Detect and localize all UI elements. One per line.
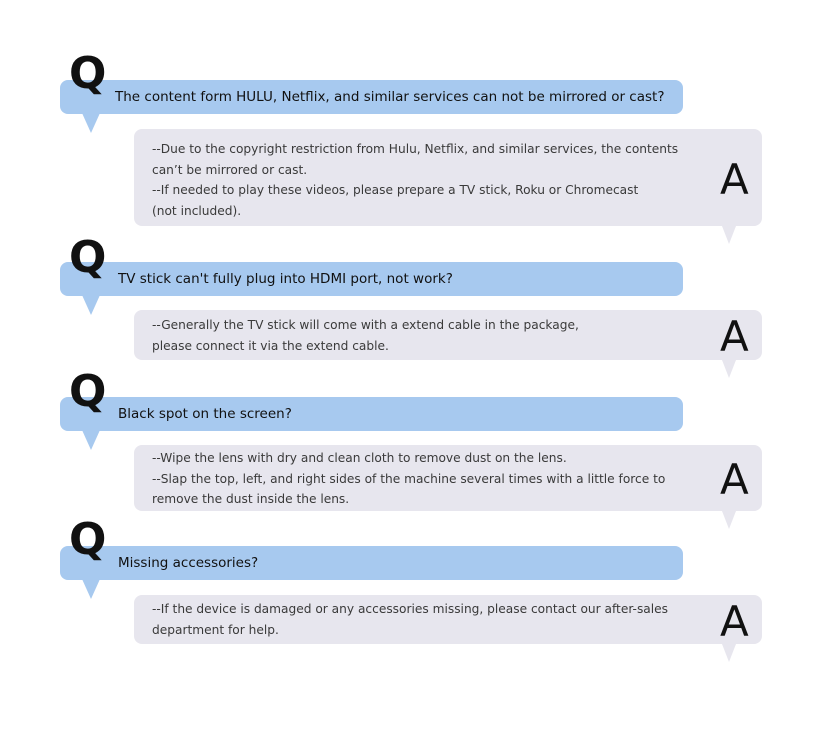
answer-line: --Slap the top, left, and right sides of the machine several times with a little force to [152, 471, 666, 486]
question-text: Missing accessories? [118, 555, 259, 571]
question-marker: Q [69, 514, 107, 565]
question-marker: Q [69, 48, 107, 99]
answer-text [152, 448, 718, 510]
question-bubble-tail [82, 430, 100, 450]
question-marker: Q [69, 232, 107, 283]
question-text: Black spot on the screen? [118, 406, 292, 422]
answer-line: --Wipe the lens with dry and clean cloth to remove dust on the lens. [152, 451, 567, 465]
question-bubble-tail [82, 113, 100, 133]
answer-marker: A [720, 455, 749, 504]
answer-marker: A [720, 597, 749, 646]
answer-line: remove the dust inside the lens. [152, 492, 350, 506]
answer-bubble-tail [722, 226, 736, 244]
question-marker: Q [69, 366, 107, 417]
question-text: The content form HULU, Netflix, and similar services can not be mirrored or cast? [115, 89, 665, 105]
answer-marker: A [720, 312, 749, 361]
question-bubble-tail [82, 295, 100, 315]
question-text: TV stick can't fully plug into HDMI port, not work? [118, 271, 453, 287]
answer-line: (not included). [152, 203, 242, 218]
answer-marker: A [720, 155, 749, 204]
answer-line: --If needed to play these videos, please prepare a TV stick, Roku or Chromecast [152, 183, 639, 197]
answer-line: --If the device is damaged or any accessories missing, please contact our after-sales [152, 602, 669, 616]
answer-bubble-tail [722, 644, 736, 662]
answer-text [152, 315, 718, 356]
answer-bubble-tail [722, 360, 736, 378]
answer-line: department for help. [152, 622, 279, 637]
answer-line: --Due to the copyright restriction from Hulu, Netflix, and similar services, the contents [152, 142, 679, 156]
answer-line: please connect it via the extend cable. [152, 338, 389, 353]
question-bubble-tail [82, 579, 100, 599]
answer-line: --Generally the TV stick will come with a extend cable in the package, [152, 318, 579, 332]
answer-bubble-tail [722, 511, 736, 529]
answer-text [152, 599, 718, 640]
answer-text [152, 139, 718, 221]
answer-line: can’t be mirrored or cast. [152, 162, 308, 177]
